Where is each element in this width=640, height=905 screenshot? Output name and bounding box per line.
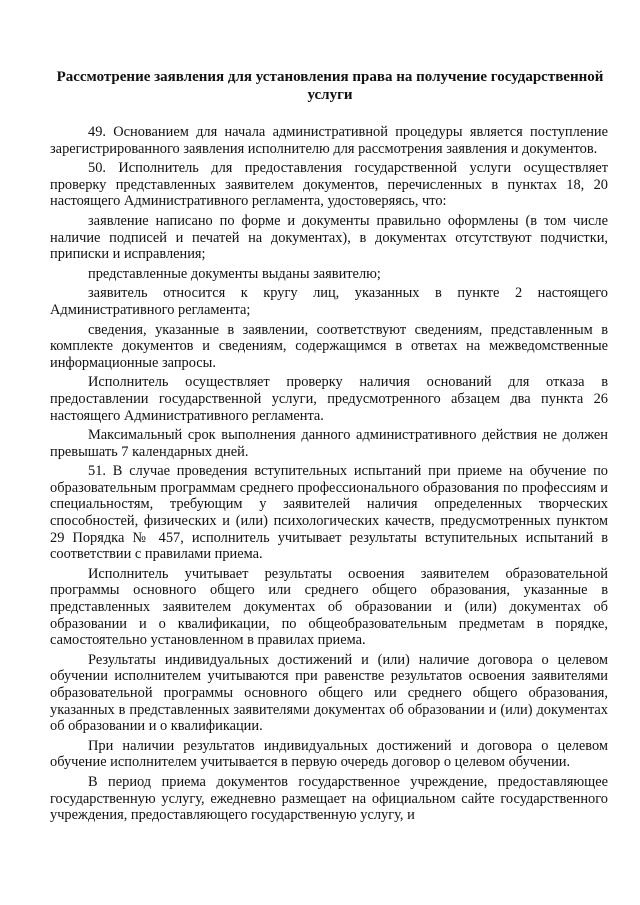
- paragraph-refusal-check: Исполнитель осуществляет проверку наличия оснований для отказа в предоставлении государственной услуги, предусмотренного абзацем два пункта 26 настоящего Административного регламента.: [50, 374, 608, 424]
- paragraph-priority: При наличии результатов индивидуальных достижений и договора о целевом обучение исполнителем учитывается в первую очередь договор о целевом обучении.: [50, 737, 608, 771]
- paragraph-50-item-applicant: заявитель относится к кругу лиц, указанных в пункте 2 настоящего Административного регламента;: [50, 285, 608, 318]
- paragraph-max-term: Максимальный срок выполнения данного административного действия не должен превышать 7 календарных дней.: [50, 427, 608, 460]
- body-text: [50, 124, 608, 827]
- paragraph-51: 51. В случае проведения вступительных испытаний при приеме на обучение по образовательным программам среднего профессионального образования по профессиям и специальностям, требующим у заявителей наличия определенных творческих способностей, физических и (или) психологических качеств, предусмотренных пунктом 29 Порядка № 457, исполнитель учитывает результаты вступительных испытаний в соответствии с правилами приема.: [50, 463, 608, 563]
- paragraph-admission-period: В период приема документов государственное учреждение, предоставляющее государственную услугу, ежедневно размещает на официальном сайте государственного учреждения, предоставляющего государственную услугу, и: [50, 773, 608, 824]
- paragraph-achievements: Результаты индивидуальных достижений и (или) наличие договора о целевом обучении исполнителем учитываются при равенстве результатов освоения заявителями образовательной программы основного общего или среднего общего образования, указанных в представленных заявителями документах об образовании и (или) документах об образовании и о квалификации.: [50, 651, 608, 735]
- paragraph-results: Исполнитель учитывает результаты освоения заявителем образовательной программы основного общего или среднего общего образования, указанные в представленных заявителем документах об образовании и (или) документах об образовании и о квалификации, по общеобразовательным предметам в порядке, самостоятельно установленном в правилах приема.: [50, 565, 608, 649]
- section-title: Рассмотрение заявления для установления права на получение государственной услуги: [56, 69, 604, 103]
- paragraph-49: 49. Основанием для начала административной процедуры является поступление зарегистрированного заявления исполнителю для рассмотрения заявления и документов.: [50, 124, 608, 157]
- paragraph-50-item-info: сведения, указанные в заявлении, соответствуют сведениям, представленным в комплекте документов и сведениям, содержащимся в ответах на межведомственные информационные запросы.: [50, 321, 608, 371]
- paragraph-50: 50. Исполнитель для предоставления государственной услуги осуществляет проверку представленных заявителем документов, перечисленных в пунктах 18, 20 настоящего Административного регламента, удостоверяясь, что:: [50, 160, 608, 210]
- paragraph-50-item-issued: представленные документы выданы заявителю;: [88, 265, 381, 282]
- paragraph-50-item-form: заявление написано по форме и документы правильно оформлены (в том числе наличие подписей и печатей на документах), в документах отсутствуют подчистки, приписки и исправления;: [50, 212, 608, 263]
